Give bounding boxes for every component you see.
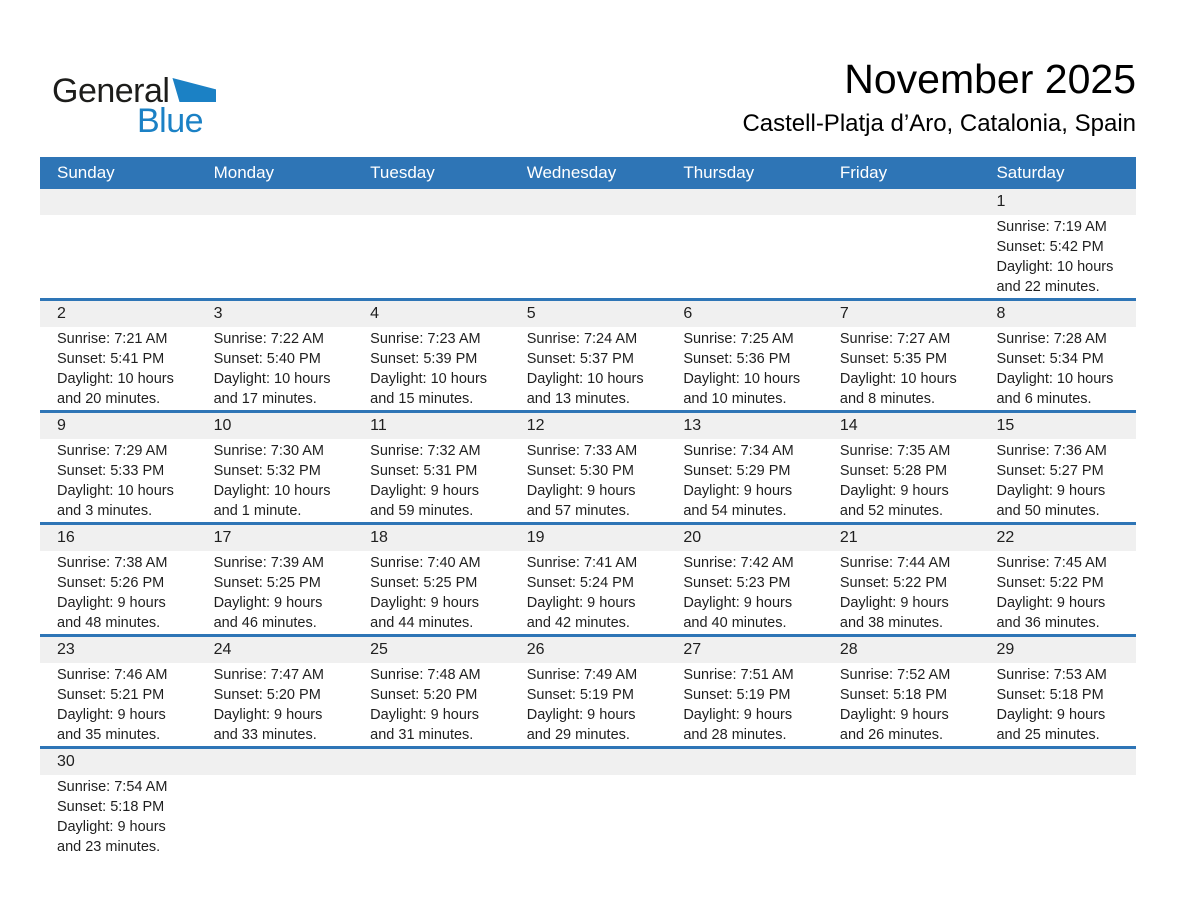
- empty-day-cell: [510, 775, 667, 858]
- daylight-line-cont: and 44 minutes.: [370, 615, 474, 631]
- sunset-line: Sunset: 5:25 PM: [213, 575, 321, 591]
- day-cell-number: [353, 189, 510, 215]
- sunset-line: Sunset: 5:42 PM: [996, 239, 1104, 255]
- day-cell-number: 7: [839, 305, 849, 322]
- day-cell: [823, 327, 980, 410]
- sunrise-line: Sunrise: 7:19 AM: [996, 219, 1107, 235]
- day-name-header: Tuesday: [370, 163, 435, 182]
- day-cell-number: 23: [57, 641, 75, 658]
- daylight-line-cont: and 57 minutes.: [526, 503, 630, 519]
- daylight-line-cont: and 28 minutes.: [683, 727, 787, 743]
- sunrise-line: Sunrise: 7:29 AM: [57, 443, 168, 459]
- day-cell-number: 20: [683, 529, 702, 546]
- day-cell: [510, 551, 667, 634]
- daylight-line: Daylight: 9 hours: [370, 483, 479, 499]
- day-cell: [40, 551, 197, 634]
- sunrise-line: Sunrise: 7:40 AM: [370, 555, 481, 571]
- day-cell-number: 22: [996, 529, 1015, 546]
- day-cell-number: 28: [839, 641, 858, 658]
- day-cell-number: 18: [370, 529, 388, 546]
- logo-triangle-icon: [172, 78, 216, 102]
- empty-day-cell: [197, 775, 354, 858]
- sunset-line: Sunset: 5:20 PM: [213, 687, 321, 703]
- daylight-line-cont: and 8 minutes.: [839, 391, 936, 407]
- week-row: [40, 634, 1136, 746]
- day-cell-number: 29: [996, 641, 1015, 658]
- daylight-line-cont: and 31 minutes.: [370, 727, 474, 743]
- day-cell: [666, 327, 823, 410]
- daylight-line: Daylight: 9 hours: [370, 707, 479, 723]
- daylight-line: Daylight: 9 hours: [526, 595, 636, 611]
- daylight-line-cont: and 3 minutes.: [57, 503, 153, 519]
- daylight-line-cont: and 54 minutes.: [683, 503, 787, 519]
- empty-day-cell: [823, 775, 980, 858]
- sunrise-line: Sunrise: 7:46 AM: [57, 667, 168, 683]
- weekday-header-row: [40, 157, 1136, 189]
- logo-text-general: General: [52, 72, 170, 110]
- day-cell-number: 17: [213, 529, 232, 546]
- day-detail-band: [40, 439, 1136, 522]
- day-cell: [979, 327, 1136, 410]
- sunset-line: Sunset: 5:28 PM: [839, 463, 948, 479]
- day-cell: [40, 327, 197, 410]
- daylight-line: Daylight: 9 hours: [213, 595, 323, 611]
- sunrise-line: Sunrise: 7:23 AM: [370, 331, 481, 347]
- sunrise-line: Sunrise: 7:21 AM: [57, 331, 168, 347]
- day-cell: [510, 439, 667, 522]
- daylight-line: Daylight: 10 hours: [213, 483, 331, 499]
- day-name-header: Wednesday: [526, 163, 617, 182]
- daylight-line: Daylight: 10 hours: [996, 259, 1114, 275]
- daylight-line: Daylight: 10 hours: [57, 483, 174, 499]
- day-cell: [666, 439, 823, 522]
- day-cell-number: 27: [683, 641, 702, 658]
- week-row: [40, 410, 1136, 522]
- day-cell-number: [979, 749, 1136, 775]
- day-cell-number: [823, 749, 980, 775]
- sunrise-line: Sunrise: 7:49 AM: [526, 667, 638, 683]
- daylight-line-cont: and 20 minutes.: [57, 391, 161, 407]
- sunset-line: Sunset: 5:23 PM: [683, 575, 791, 591]
- sunset-line: Sunset: 5:24 PM: [526, 575, 634, 591]
- daylight-line: Daylight: 9 hours: [683, 707, 793, 723]
- sunrise-line: Sunrise: 7:51 AM: [683, 667, 794, 683]
- sunrise-line: Sunrise: 7:35 AM: [839, 443, 951, 459]
- day-detail-band: [40, 327, 1136, 410]
- day-cell-number: [666, 749, 823, 775]
- day-number-band: [40, 637, 1136, 663]
- sunset-line: Sunset: 5:21 PM: [57, 687, 165, 703]
- daylight-line-cont: and 35 minutes.: [57, 727, 161, 743]
- day-cell-number: [510, 749, 667, 775]
- sunset-line: Sunset: 5:32 PM: [213, 463, 321, 479]
- sunset-line: Sunset: 5:22 PM: [839, 575, 948, 591]
- day-cell: [40, 663, 197, 746]
- sunrise-line: Sunrise: 7:52 AM: [839, 667, 951, 683]
- day-cell: [979, 551, 1136, 634]
- sunset-line: Sunset: 5:31 PM: [370, 463, 478, 479]
- sunset-line: Sunset: 5:18 PM: [996, 687, 1104, 703]
- week-row: [40, 746, 1136, 858]
- general-blue-logo: [52, 74, 216, 138]
- day-cell-number: 14: [839, 417, 858, 434]
- daylight-line-cont: and 59 minutes.: [370, 503, 474, 519]
- day-detail-band: [40, 663, 1136, 746]
- sunset-line: Sunset: 5:33 PM: [57, 463, 165, 479]
- day-cell: [510, 663, 667, 746]
- calendar-table: [40, 157, 1136, 858]
- day-cell-number: [510, 189, 667, 215]
- daylight-line: Daylight: 9 hours: [213, 707, 323, 723]
- day-cell: [197, 439, 354, 522]
- day-name-header: Monday: [213, 163, 275, 182]
- day-cell-number: 13: [683, 417, 702, 434]
- daylight-line-cont: and 42 minutes.: [526, 615, 630, 631]
- day-cell-number: 19: [526, 529, 545, 546]
- day-cell: [823, 663, 980, 746]
- sunrise-line: Sunrise: 7:30 AM: [213, 443, 324, 459]
- sunset-line: Sunset: 5:29 PM: [683, 463, 791, 479]
- sunrise-line: Sunrise: 7:36 AM: [996, 443, 1107, 459]
- day-cell-number: 30: [57, 753, 75, 770]
- sunrise-line: Sunrise: 7:42 AM: [683, 555, 794, 571]
- sunset-line: Sunset: 5:27 PM: [996, 463, 1104, 479]
- daylight-line-cont: and 29 minutes.: [526, 727, 630, 743]
- sunrise-line: Sunrise: 7:25 AM: [683, 331, 794, 347]
- day-cell: [979, 215, 1136, 298]
- daylight-line-cont: and 26 minutes.: [839, 727, 944, 743]
- daylight-line: Daylight: 10 hours: [370, 371, 488, 387]
- day-detail-band: [40, 215, 1136, 298]
- day-cell-number: 1: [996, 193, 1006, 210]
- daylight-line-cont: and 46 minutes.: [213, 615, 317, 631]
- empty-day-cell: [353, 215, 510, 298]
- sunset-line: Sunset: 5:19 PM: [683, 687, 791, 703]
- sunrise-line: Sunrise: 7:38 AM: [57, 555, 168, 571]
- day-cell-number: 26: [526, 641, 545, 658]
- daylight-line-cont: and 38 minutes.: [839, 615, 944, 631]
- day-cell-number: [197, 749, 354, 775]
- page-title: November 2025: [844, 56, 1136, 102]
- day-cell-number: 10: [213, 417, 232, 434]
- sunrise-line: Sunrise: 7:44 AM: [839, 555, 951, 571]
- daylight-line: Daylight: 9 hours: [526, 707, 636, 723]
- day-cell: [197, 551, 354, 634]
- daylight-line: Daylight: 9 hours: [370, 595, 479, 611]
- day-cell-number: [197, 189, 354, 215]
- day-number-band: [40, 413, 1136, 439]
- day-cell: [40, 775, 197, 858]
- daylight-line-cont: and 33 minutes.: [213, 727, 317, 743]
- daylight-line: Daylight: 10 hours: [996, 371, 1114, 387]
- daylight-line: Daylight: 10 hours: [57, 371, 174, 387]
- sunrise-line: Sunrise: 7:54 AM: [57, 779, 168, 795]
- day-name-header: Thursday: [683, 163, 755, 182]
- day-cell-number: 16: [57, 529, 75, 546]
- sunrise-line: Sunrise: 7:34 AM: [683, 443, 794, 459]
- daylight-line-cont: and 13 minutes.: [526, 391, 630, 407]
- sunrise-line: Sunrise: 7:22 AM: [213, 331, 324, 347]
- page-subtitle: Castell-Platja d’Aro, Catalonia, Spain: [742, 110, 1136, 138]
- day-cell-number: 2: [57, 305, 66, 322]
- day-cell-number: 15: [996, 417, 1015, 434]
- sunset-line: Sunset: 5:36 PM: [683, 351, 791, 367]
- empty-day-cell: [40, 215, 197, 298]
- day-cell-number: 8: [996, 305, 1006, 322]
- sunset-line: Sunset: 5:41 PM: [57, 351, 165, 367]
- empty-day-cell: [353, 775, 510, 858]
- day-cell-number: 25: [370, 641, 388, 658]
- day-name-header: Saturday: [996, 163, 1065, 182]
- daylight-line-cont: and 50 minutes.: [996, 503, 1100, 519]
- daylight-line: Daylight: 9 hours: [683, 595, 793, 611]
- sunset-line: Sunset: 5:40 PM: [213, 351, 321, 367]
- daylight-line-cont: and 6 minutes.: [996, 391, 1092, 407]
- daylight-line-cont: and 52 minutes.: [839, 503, 944, 519]
- sunrise-line: Sunrise: 7:32 AM: [370, 443, 481, 459]
- day-cell: [353, 327, 510, 410]
- empty-day-cell: [666, 775, 823, 858]
- sunrise-line: Sunrise: 7:47 AM: [213, 667, 324, 683]
- sunrise-line: Sunrise: 7:48 AM: [370, 667, 481, 683]
- week-row: [40, 298, 1136, 410]
- sunset-line: Sunset: 5:30 PM: [526, 463, 634, 479]
- daylight-line: Daylight: 9 hours: [57, 707, 166, 723]
- daylight-line-cont: and 36 minutes.: [996, 615, 1100, 631]
- sunrise-line: Sunrise: 7:28 AM: [996, 331, 1107, 347]
- daylight-line-cont: and 10 minutes.: [683, 391, 787, 407]
- daylight-line: Daylight: 9 hours: [57, 595, 166, 611]
- daylight-line-cont: and 15 minutes.: [370, 391, 474, 407]
- day-cell-number: [823, 189, 980, 215]
- calendar-body: [40, 189, 1136, 858]
- day-cell-number: 9: [57, 417, 66, 434]
- week-row: [40, 522, 1136, 634]
- day-number-band: [40, 525, 1136, 551]
- daylight-line: Daylight: 9 hours: [839, 595, 949, 611]
- sunrise-line: Sunrise: 7:53 AM: [996, 667, 1107, 683]
- sunset-line: Sunset: 5:18 PM: [57, 799, 165, 815]
- sunset-line: Sunset: 5:19 PM: [526, 687, 634, 703]
- empty-day-cell: [823, 215, 980, 298]
- sunset-line: Sunset: 5:39 PM: [370, 351, 478, 367]
- day-cell: [197, 327, 354, 410]
- logo-text-blue: Blue: [137, 102, 204, 140]
- day-cell: [40, 439, 197, 522]
- day-cell-number: [666, 189, 823, 215]
- day-cell: [666, 663, 823, 746]
- sunset-line: Sunset: 5:34 PM: [996, 351, 1104, 367]
- day-cell-number: 3: [213, 305, 223, 322]
- day-cell-number: 4: [370, 305, 380, 322]
- daylight-line: Daylight: 10 hours: [839, 371, 957, 387]
- day-number-band: [40, 301, 1136, 327]
- title-block: [742, 56, 1136, 138]
- day-cell: [197, 663, 354, 746]
- daylight-line: Daylight: 9 hours: [996, 595, 1106, 611]
- day-number-band: [40, 189, 1136, 215]
- day-name-header: Friday: [839, 163, 888, 182]
- daylight-line-cont: and 1 minute.: [213, 503, 302, 519]
- day-cell: [353, 663, 510, 746]
- daylight-line-cont: and 25 minutes.: [996, 727, 1100, 743]
- day-cell-number: [40, 189, 197, 215]
- empty-day-cell: [666, 215, 823, 298]
- day-cell-number: 21: [839, 529, 858, 546]
- daylight-line-cont: and 23 minutes.: [57, 839, 161, 855]
- daylight-line: Daylight: 9 hours: [839, 707, 949, 723]
- day-cell-number: 12: [526, 417, 545, 434]
- daylight-line: Daylight: 10 hours: [213, 371, 331, 387]
- daylight-line: Daylight: 9 hours: [996, 707, 1106, 723]
- sunset-line: Sunset: 5:20 PM: [370, 687, 478, 703]
- sunset-line: Sunset: 5:25 PM: [370, 575, 478, 591]
- daylight-line: Daylight: 9 hours: [839, 483, 949, 499]
- day-cell: [823, 551, 980, 634]
- day-cell: [510, 327, 667, 410]
- sunset-line: Sunset: 5:26 PM: [57, 575, 165, 591]
- day-name-header: Sunday: [57, 163, 115, 182]
- sunrise-line: Sunrise: 7:41 AM: [526, 555, 638, 571]
- empty-day-cell: [979, 775, 1136, 858]
- daylight-line: Daylight: 9 hours: [683, 483, 793, 499]
- day-cell-number: 24: [213, 641, 232, 658]
- day-cell: [979, 439, 1136, 522]
- day-detail-band: [40, 551, 1136, 634]
- daylight-line: Daylight: 10 hours: [683, 371, 801, 387]
- daylight-line-cont: and 22 minutes.: [996, 279, 1100, 295]
- empty-day-cell: [510, 215, 667, 298]
- daylight-line: Daylight: 9 hours: [996, 483, 1106, 499]
- day-cell-number: 6: [683, 305, 693, 322]
- sunrise-line: Sunrise: 7:39 AM: [213, 555, 324, 571]
- sunset-line: Sunset: 5:22 PM: [996, 575, 1104, 591]
- daylight-line: Daylight: 10 hours: [526, 371, 644, 387]
- sunset-line: Sunset: 5:37 PM: [526, 351, 634, 367]
- day-cell: [979, 663, 1136, 746]
- sunrise-line: Sunrise: 7:45 AM: [996, 555, 1107, 571]
- sunrise-line: Sunrise: 7:24 AM: [526, 331, 638, 347]
- daylight-line: Daylight: 9 hours: [57, 819, 166, 835]
- week-row: [40, 189, 1136, 298]
- daylight-line: Daylight: 9 hours: [526, 483, 636, 499]
- day-cell: [353, 551, 510, 634]
- day-detail-band: [40, 775, 1136, 858]
- day-cell-number: 11: [370, 417, 387, 434]
- day-cell-number: 5: [526, 305, 536, 322]
- day-cell-number: [353, 749, 510, 775]
- sunrise-line: Sunrise: 7:33 AM: [526, 443, 638, 459]
- empty-day-cell: [197, 215, 354, 298]
- sunrise-line: Sunrise: 7:27 AM: [839, 331, 951, 347]
- day-number-band: [40, 749, 1136, 775]
- daylight-line-cont: and 48 minutes.: [57, 615, 161, 631]
- sunset-line: Sunset: 5:35 PM: [839, 351, 948, 367]
- sunset-line: Sunset: 5:18 PM: [839, 687, 948, 703]
- day-cell: [823, 439, 980, 522]
- day-cell: [353, 439, 510, 522]
- daylight-line-cont: and 17 minutes.: [213, 391, 317, 407]
- daylight-line-cont: and 40 minutes.: [683, 615, 787, 631]
- day-cell: [666, 551, 823, 634]
